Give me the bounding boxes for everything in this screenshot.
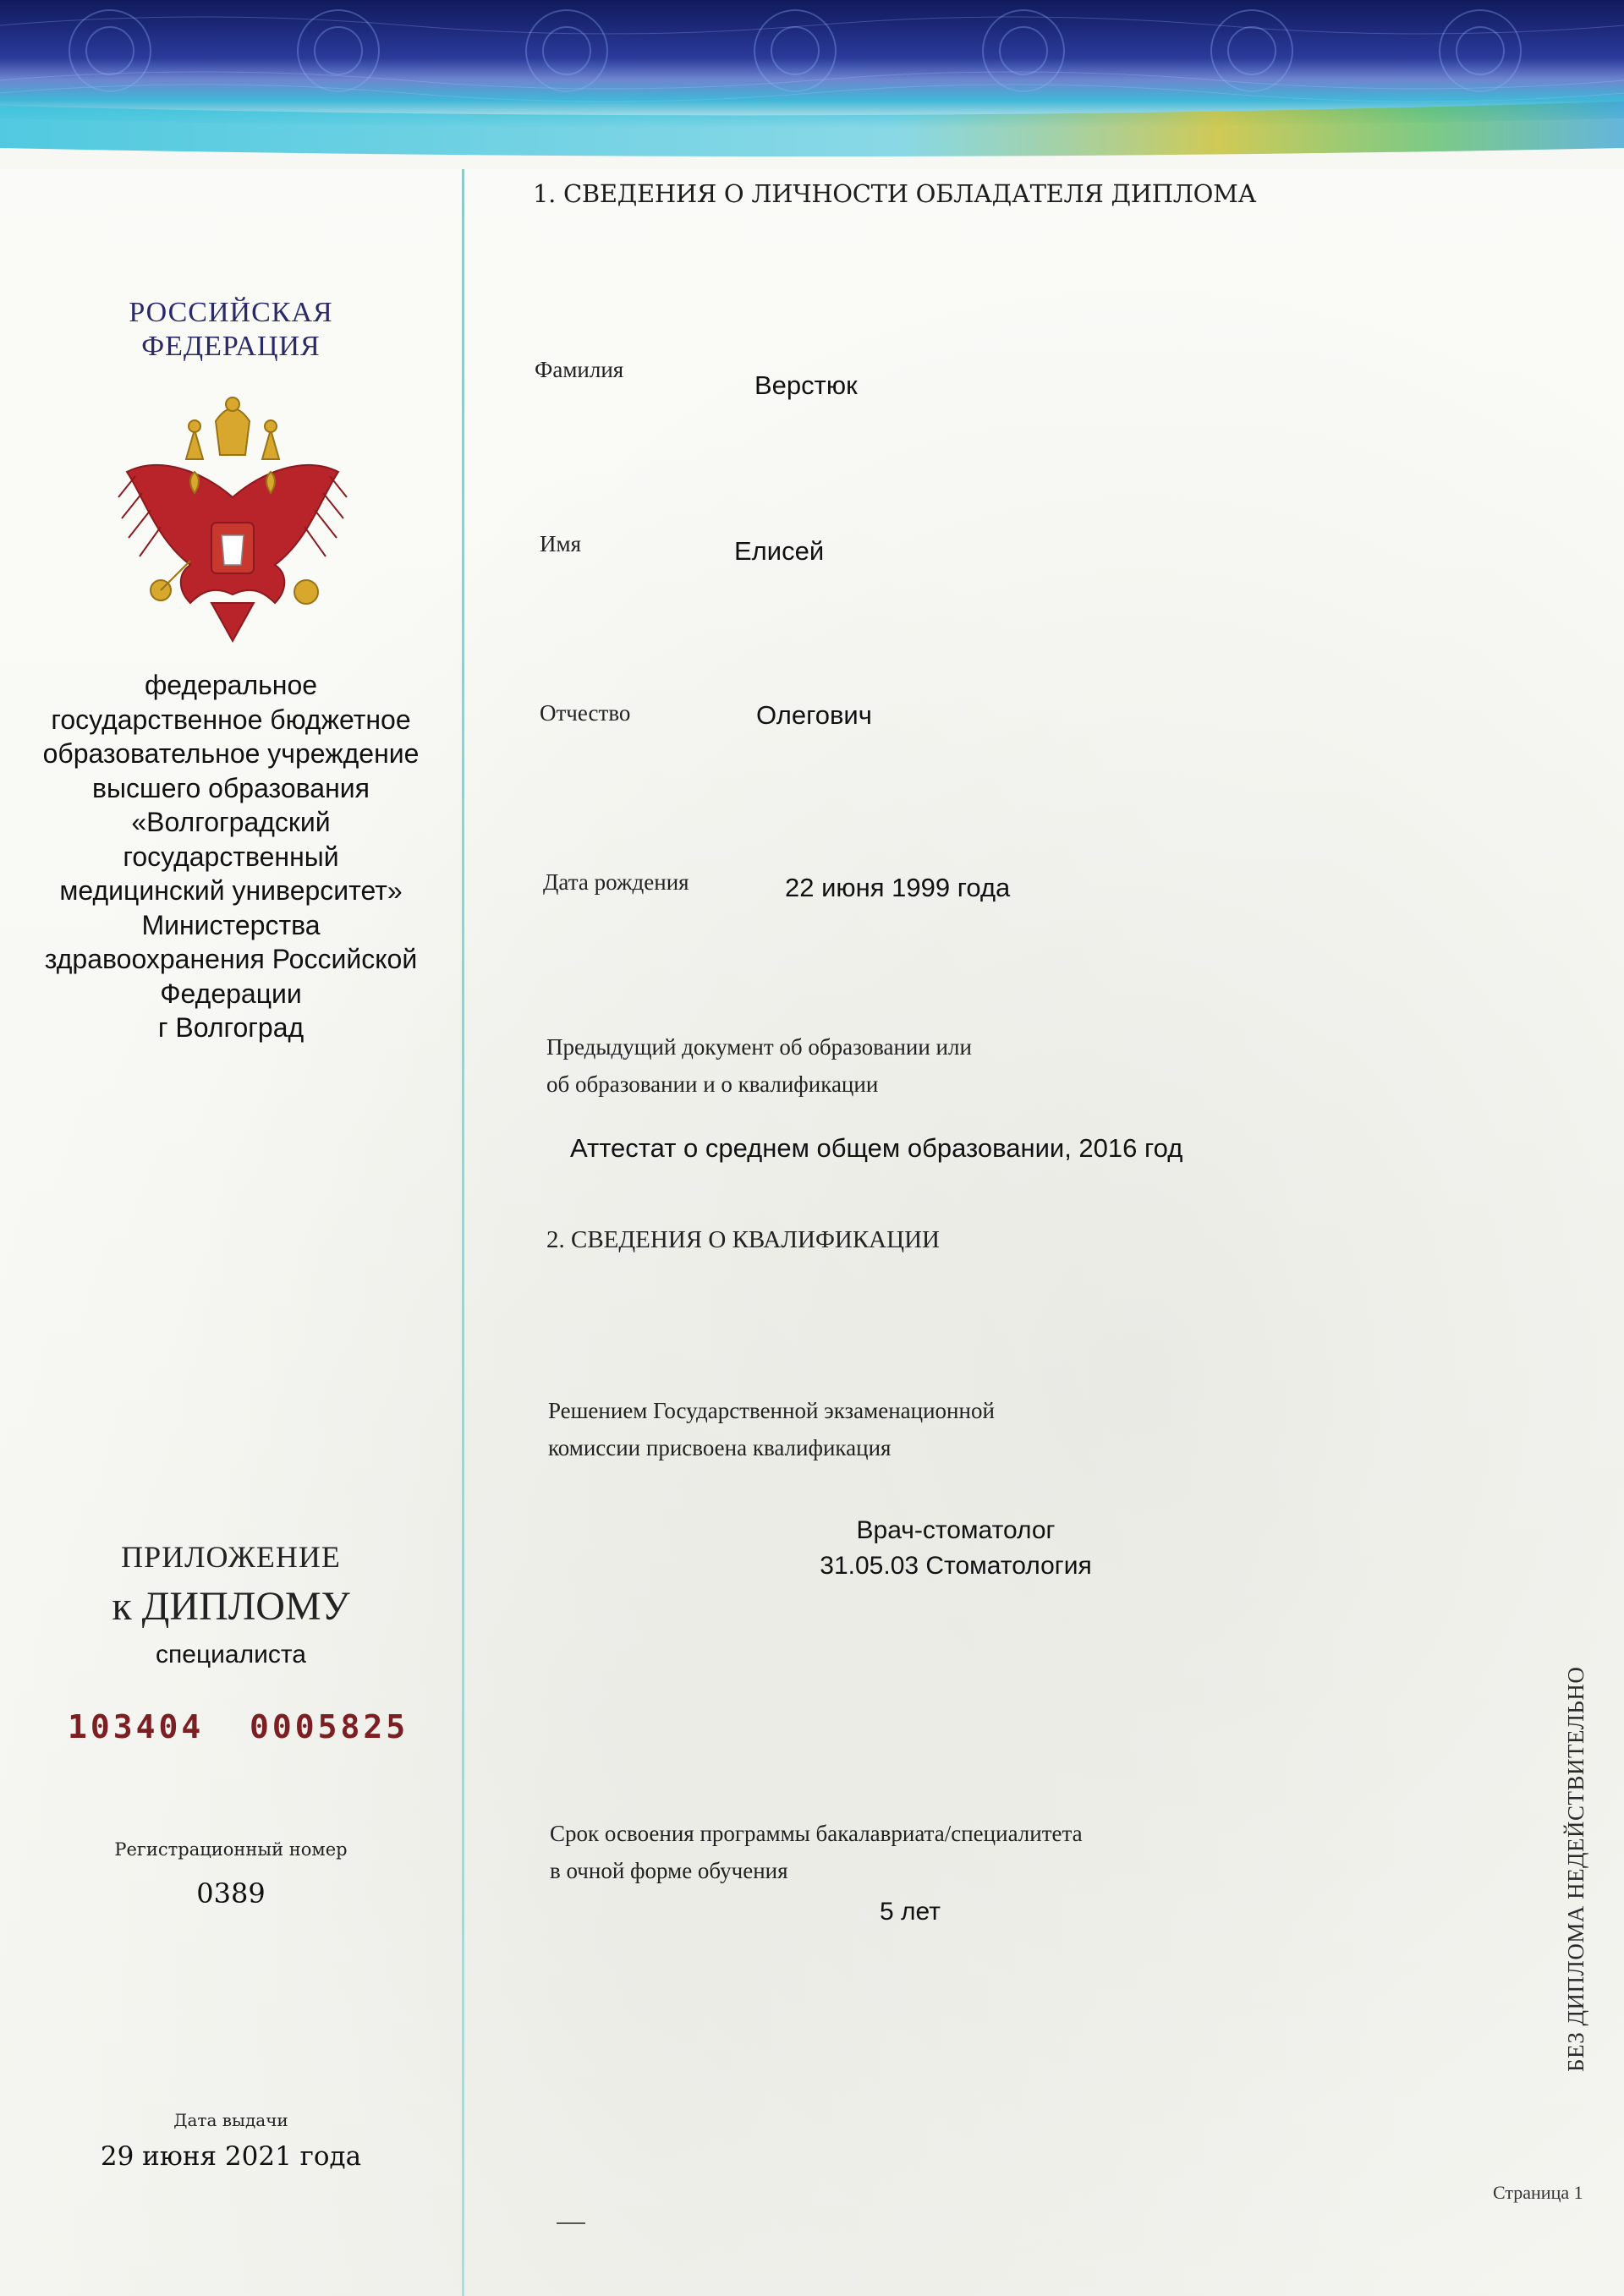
prev-doc-value: Аттестат о среднем общем образовании, 2016 год [570,1133,1183,1163]
duration-value: 5 лет [880,1898,941,1926]
birth-date-value: 22 июня 1999 года [785,873,1011,902]
university-line: Федерации [160,978,302,1009]
duration-label [550,1815,1083,1889]
left-column [0,169,462,2296]
issue-date-label: Дата выдачи [173,2110,288,2130]
university-line: образовательное учреждение [42,738,420,769]
name-label: Имя [540,531,582,556]
country-line: РОССИЙСКАЯ [129,297,333,328]
university-line: государственное бюджетное [51,704,411,735]
registration-number: 0389 [196,1877,266,1910]
section1-title: 1. СВЕДЕНИЯ О ЛИЧНОСТИ ОБЛАДАТЕЛЯ ДИПЛОМА [533,179,1257,208]
university-line: здравоохранения Российской [44,944,418,974]
serial-number: 103404 0005825 [68,1708,409,1745]
security-band [0,0,1624,169]
issue-date: 29 июня 2021 года [100,2141,362,2172]
decision-label-line: Решением Государственной экзаменационной [548,1398,995,1423]
university-line: Министерства [141,909,321,940]
country-name [0,296,462,364]
surname-label: Фамилия [535,357,624,382]
qualification-value: Врач-стоматолог [856,1516,1056,1544]
page-label: Страница 1 [1493,2182,1583,2203]
section2-title: 2. СВЕДЕНИЯ О КВАЛИФИКАЦИИ [546,1226,940,1253]
university-line: государственный [123,841,339,872]
university-name [0,668,462,1045]
to-diploma-title: к ДИПЛОМУ [112,1584,350,1629]
university-line: «Волгоградский [131,807,331,837]
prev-doc-label [546,1028,972,1103]
registration-label: Регистрационный номер [114,1839,348,1860]
university-line: высшего образования [92,772,370,803]
decision-label [548,1392,995,1466]
country-line: ФЕДЕРАЦИЯ [141,331,321,362]
birth-date-label: Дата рождения [543,869,689,895]
column-divider [462,169,464,2296]
prev-doc-label-line: об образовании и о квалификации [546,1071,879,1097]
university-line: г Волгоград [157,1012,304,1043]
duration-label-line: Срок освоения программы бакалавриата/специалитета [550,1821,1083,1846]
validity-note: БЕЗ ДИПЛОМА НЕДЕЙСТВИТЕЛЬНО [1563,1666,1588,2072]
decision-label-line: комиссии присвоена квалификация [548,1435,892,1460]
patronymic-value: Олегович [756,700,872,730]
coat-of-arms-emblem [110,396,355,649]
specialty-value: 31.05.03 Стоматология [820,1552,1092,1580]
name-value: Елисей [734,536,825,566]
university-line: федеральное [144,670,318,700]
dash-mark [557,2222,585,2224]
diploma-type: специалиста [156,1641,306,1669]
appendix-title: ПРИЛОЖЕНИЕ [121,1540,341,1574]
university-line: медицинский университет» [59,875,403,906]
prev-doc-label-line: Предыдущий документ об образовании или [546,1034,972,1060]
patronymic-label: Отчество [540,700,631,726]
duration-label-line: в очной форме обучения [550,1858,788,1883]
qualification-block [761,1515,1150,1581]
surname-value: Верстюк [754,370,858,400]
